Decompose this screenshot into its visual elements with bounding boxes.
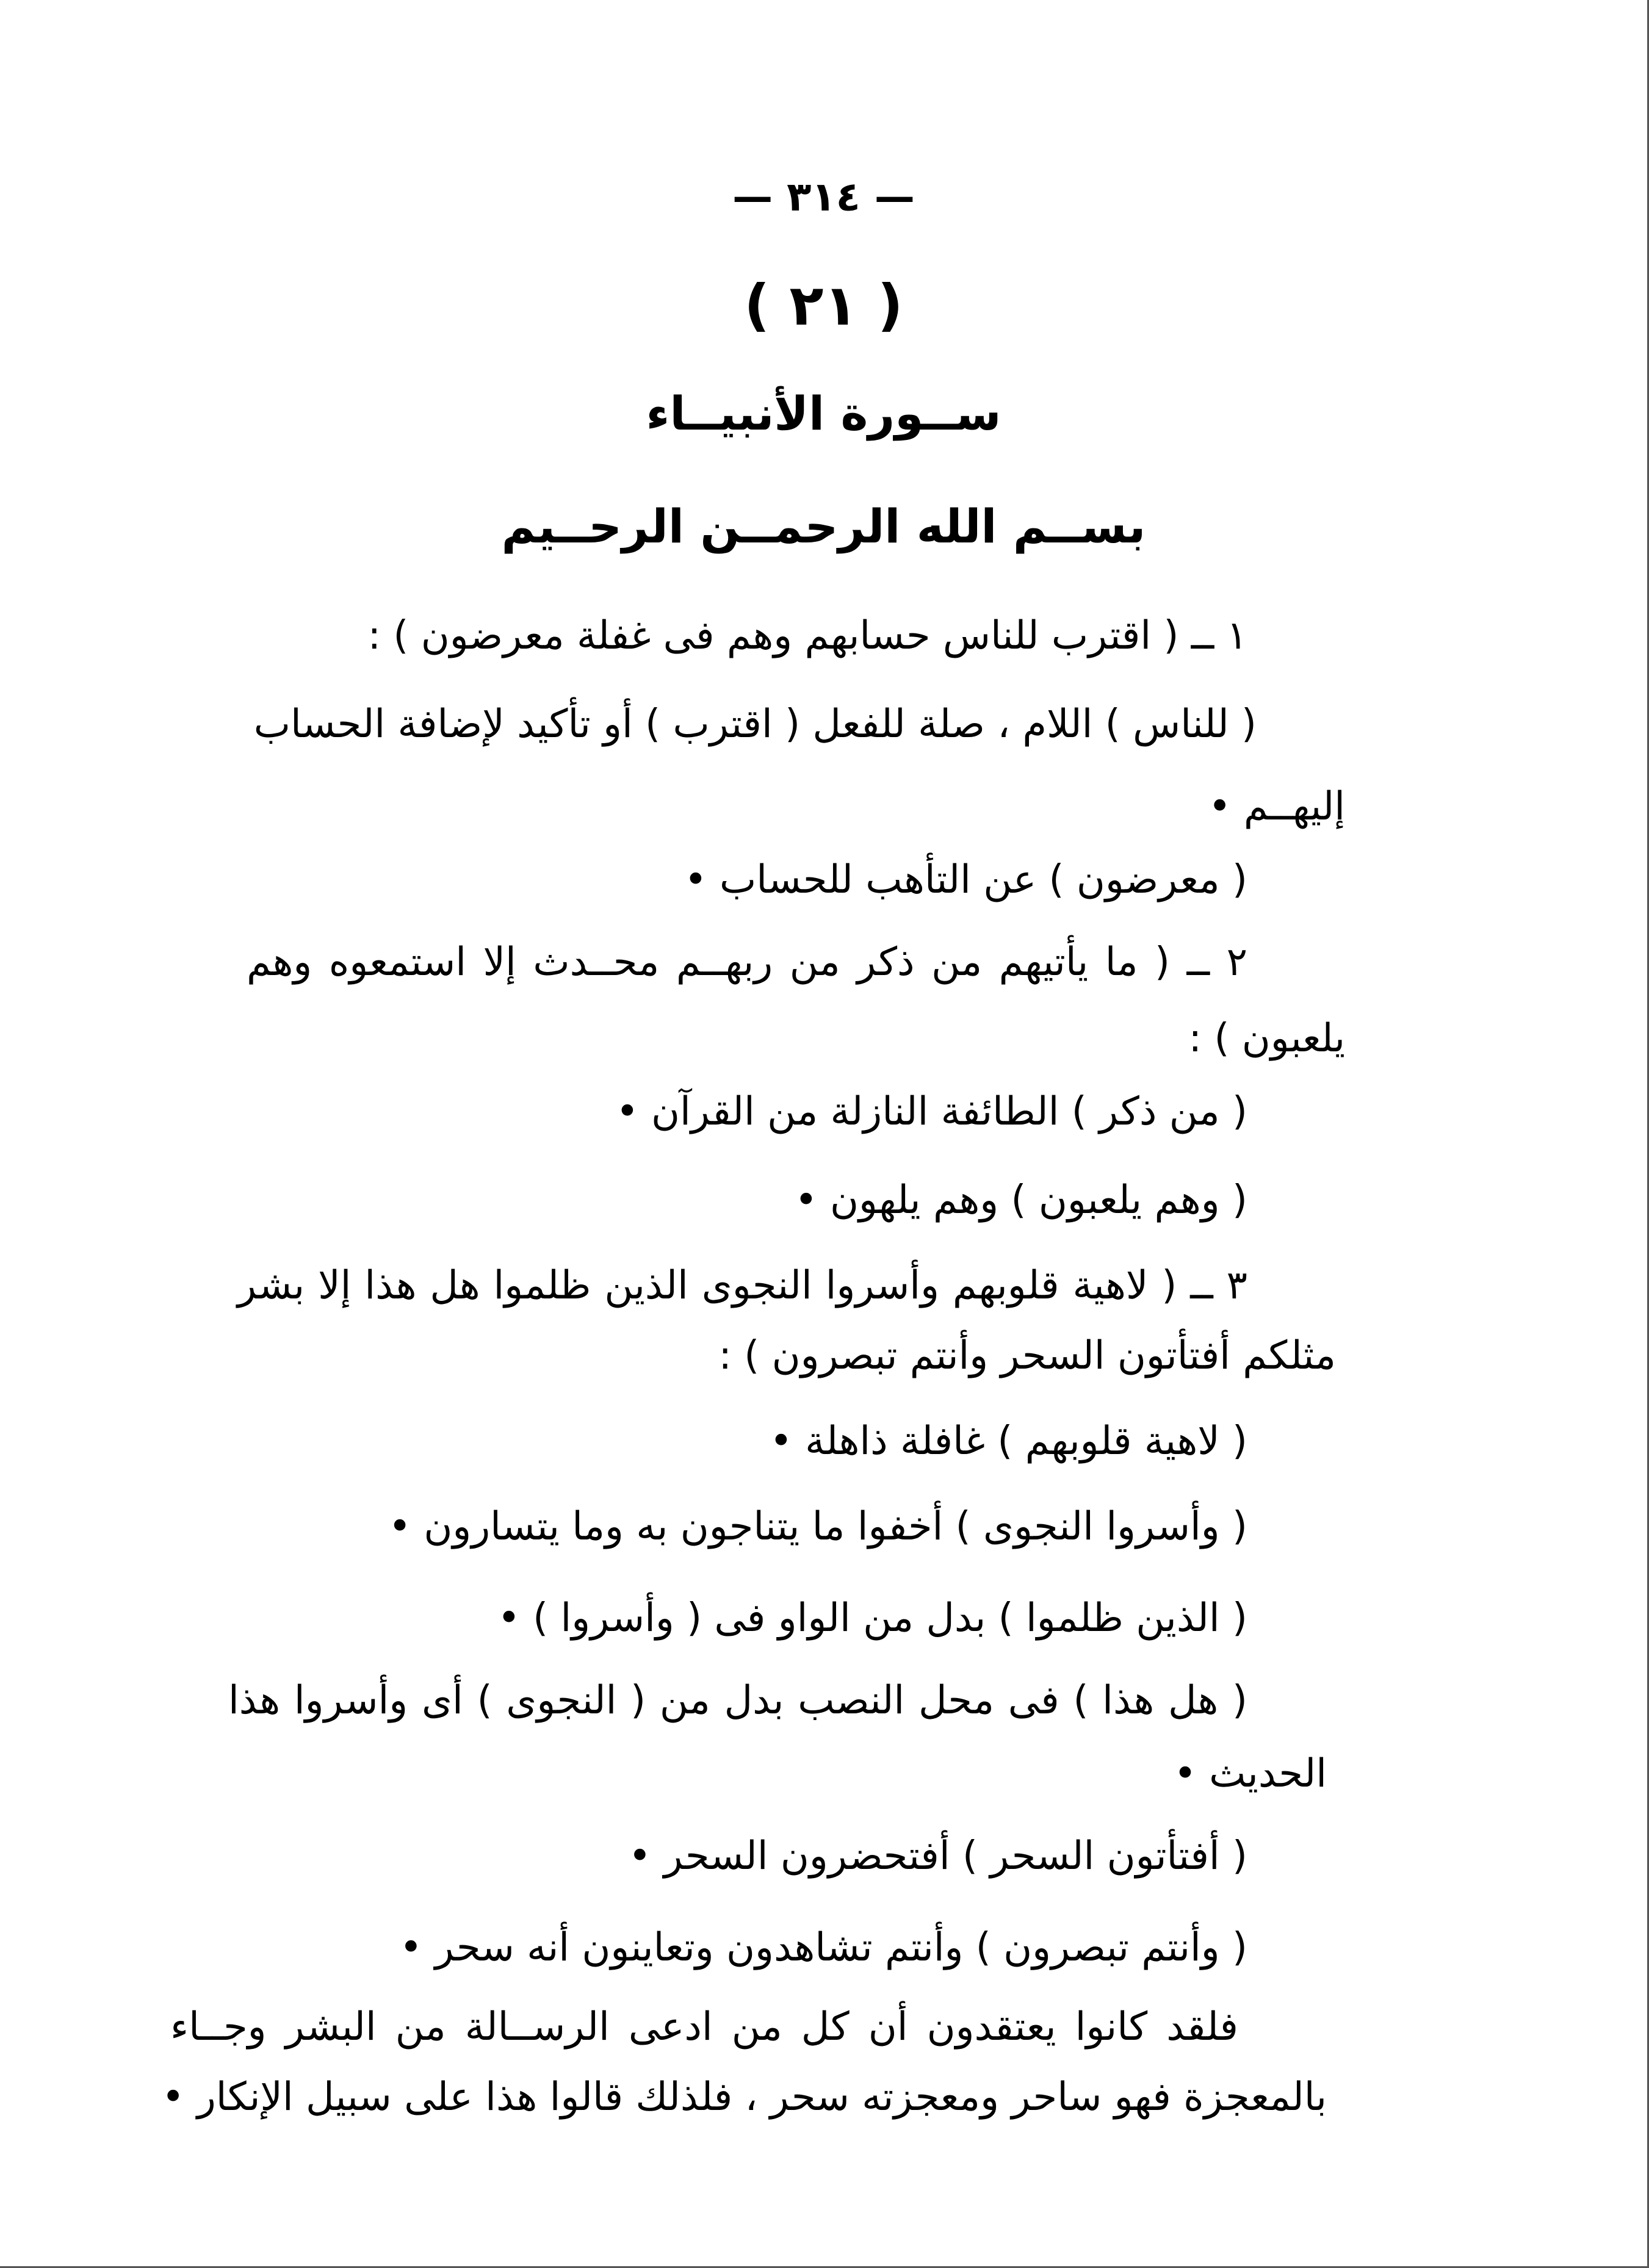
basmala: بســم الله الرحمــن الرحــيم (501, 499, 1146, 553)
verse-2-heading: ٢ ــ ( ما يأتيهم من ذكر من ربهــم محــدث إلا استمعوه وهم (247, 940, 1247, 985)
note-line: ( وأنتم تبصرون ) وأنتم تشاهدون وتعاينون أنه سحر • (399, 1925, 1247, 1970)
note-line: ( وأسروا النجوى ) أخفوا ما يتناجون به وما يتسارون • (388, 1504, 1247, 1549)
note-line: ( أفتأتون السحر ) أفتحضرون السحر • (628, 1834, 1247, 1879)
surah-number: ( ٢١ ) (744, 273, 903, 338)
note-line: إليهــم • (1208, 784, 1345, 829)
verse-3-heading: ٣ ــ ( لاهية قلوبهم وأسروا النجوى الذين ظلموا هل هذا إلا بشر (237, 1263, 1247, 1308)
note-line: مثلكم أفتأتون السحر وأنتم تبصرون ) : (718, 1333, 1336, 1378)
note-line: ( الذين ظلموا ) بدل من الواو فى ( وأسروا ) • (497, 1596, 1247, 1641)
verse-1-heading: ١ ــ ( اقترب للناس حسابهم وهم فى غفلة معرضون ) : (367, 613, 1247, 658)
closing-paragraph-line-2: بالمعجزة فهو ساحر ومعجزته سحر ، فلذلك قالوا هذا على سبيل الإنكار • (161, 2075, 1327, 2120)
note-line: ( معرضون ) عن التأهب للحساب • (684, 857, 1247, 902)
page-number: — ٣١٤ — (732, 173, 915, 220)
note-line: ( للناس ) اللام ، صلة للفعل ( اقترب ) أو تأكيد لإضافة الحساب (253, 702, 1257, 747)
note-line: ( من ذكر ) الطائفة النازلة من القرآن • (615, 1089, 1247, 1134)
note-line: ( لاهية قلوبهم ) غافلة ذاهلة • (770, 1419, 1247, 1464)
closing-paragraph-line-1: فلقد كانوا يعتقدون أن كل من ادعى الرســالة من البشر وجــاء (170, 2004, 1238, 2050)
note-line: يلعبون ) : (1188, 1016, 1345, 1061)
note-line: ( هل هذا ) فى محل النصب بدل من ( النجوى ) أى وأسروا هذا (228, 1678, 1247, 1723)
surah-title: ســورة الأنبيــاء (646, 386, 1001, 441)
note-line: الحديث • (1174, 1751, 1327, 1796)
note-line: ( وهم يلعبون ) وهم يلهون • (794, 1178, 1247, 1223)
